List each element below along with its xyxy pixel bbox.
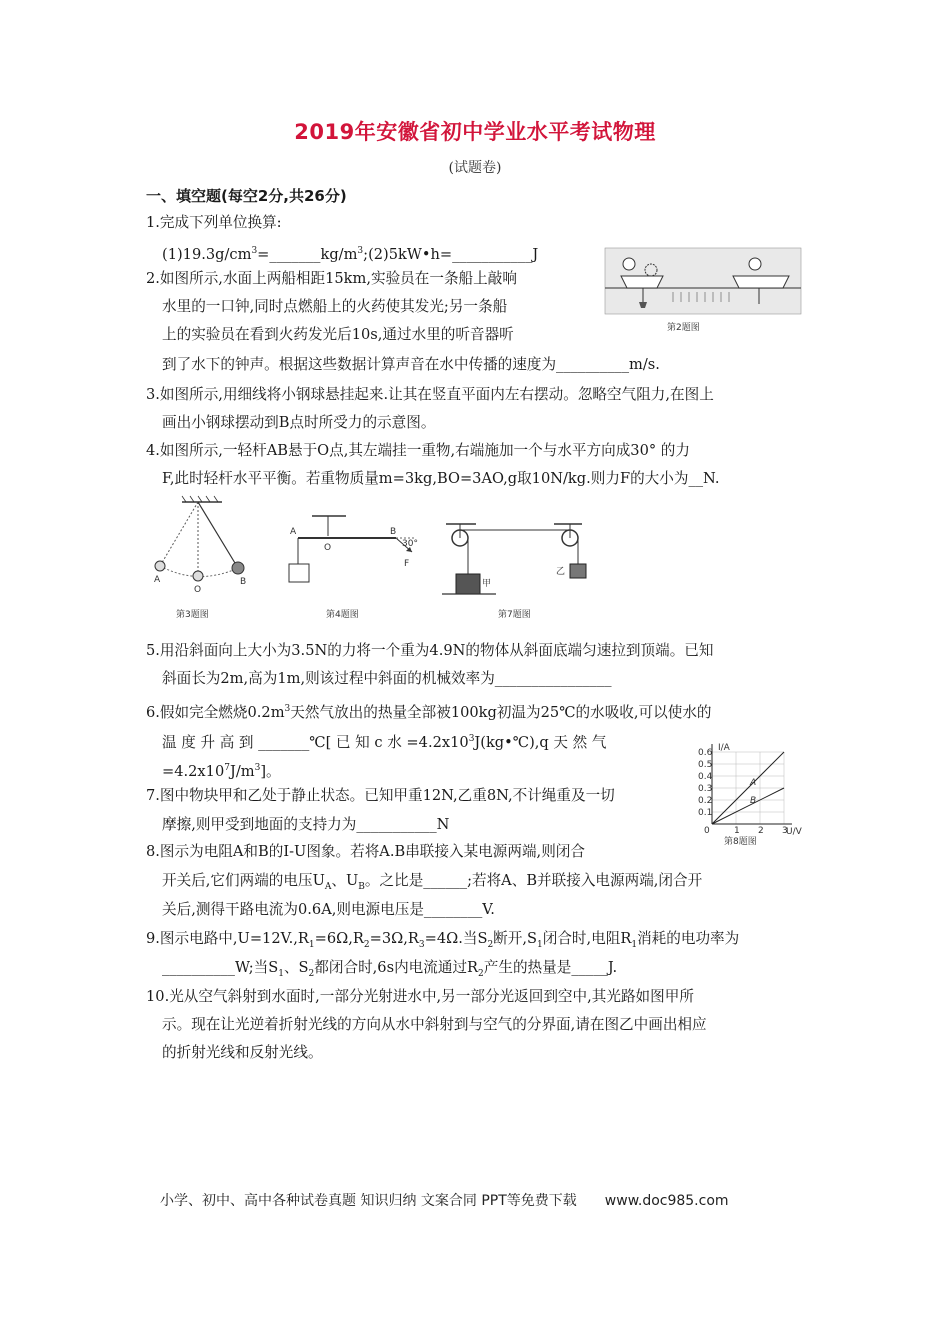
- q3-figure: [154, 496, 246, 620]
- q9-line-2: __________W;当$S_1$、$S_2$都闭合时,6s内电流通过$R_2$产生的热量是_____J.: [162, 959, 618, 979]
- label-yi: 乙: [556, 567, 566, 577]
- y-tick-label: 0.2: [698, 796, 713, 806]
- figure-row: [146, 494, 606, 624]
- q4-line-2: F,此时轻杆水平平衡。若重物质量m=3kg,BO=3AO,g取10N/kg.则力F的大小为__N.: [162, 470, 720, 487]
- label-a: A: [154, 575, 161, 585]
- weight-box: [289, 564, 309, 582]
- q1-stem: 1.完成下列单位换算:: [146, 214, 282, 231]
- chart-ylabel: I/A: [718, 743, 730, 753]
- q3-fig-caption: 第3题图: [176, 610, 209, 620]
- q7-line-2: 摩擦,则甲受到地面的支持力为___________N: [162, 816, 450, 833]
- q6-line-3: $=4.2x10^7J/m^3$]。: [162, 762, 281, 780]
- q7-fig-caption: 第7题图: [498, 610, 531, 620]
- q2-line-3: 上的实验员在看到火药发光后10s,通过水里的听音器听: [162, 326, 514, 343]
- q3-line-1: 3.如图所示,用细线将小钢球悬挂起来.让其在竖直平面内左右摆动。忽略空气阻力,在图上: [146, 386, 714, 403]
- boat-right: [733, 276, 789, 288]
- q1-answer-line: $(1)19.3g/cm^3=\_\_\_\_\_\_\_kg/m^3;(2)5kW•h=\_\_\_\_\_\_\_\_\_\_\_J$: [162, 245, 539, 263]
- q10-line-2: 示。现在让光逆着折射光线的方向从水中斜射到与空气的分界面,请在图乙中画出相应: [162, 1016, 707, 1033]
- q4-line-1: 4.如图所示,一轻杆AB悬于O点,其左端挂一重物,右端施加一个与水平方向成30° 的力: [146, 442, 690, 459]
- y-tick-label: 0.5: [698, 760, 713, 770]
- q2-fig-caption: 第2题图: [667, 323, 700, 333]
- q6-line-1: 6.假如完全燃烧$0.2m^3$天然气放出的热量全部被100kg初温为25℃的水吸收,可以使水的: [146, 703, 712, 721]
- q2-line-1: 2.如图所示,水面上两船相距15km,实验员在一条船上敲响: [146, 270, 517, 287]
- q3-line-2: 画出小钢球摆动到B点时所受力的示意图。: [162, 414, 436, 431]
- label-o: O: [324, 543, 332, 553]
- label-jia: 甲: [482, 579, 492, 589]
- q5-line-1: 5.用沿斜面向上大小为3.5N的力将一个重为4.9N的物体从斜面底端匀速拉到顶端。已知: [146, 642, 714, 659]
- series-label-A: A: [750, 778, 757, 788]
- q8-line-3: 关后,测得干路电流为0.6A,则电源电压是________V.: [162, 901, 495, 918]
- q8-line-1: 8.图示为电阻A和B的I-U图象。若将A.B串联接入某电源两端,则闭合: [146, 843, 585, 860]
- section-heading: 一、填空题(每空2分,共26分): [146, 187, 347, 205]
- block-jia: [456, 574, 480, 594]
- q4-figure: [289, 516, 418, 620]
- chart-xlabel: U/V: [786, 827, 802, 837]
- person-left-head: [623, 258, 635, 270]
- q1-part3: ;(2)5kW•h=___________J: [363, 245, 539, 263]
- page-subtitle: (试题卷): [448, 160, 502, 176]
- person-right-head: [749, 258, 761, 270]
- q10-line-3: 的折射光线和反射光线。: [162, 1044, 323, 1061]
- label-angle: 30°: [402, 539, 418, 549]
- q4-fig-caption: 第4题图: [326, 610, 359, 620]
- q2-line-4: 到了水下的钟声。根据这些数据计算声音在水中传播的速度为__________m/s.: [162, 356, 660, 373]
- label-o: O: [194, 585, 202, 595]
- x-tick-label: 1: [734, 826, 740, 836]
- q8-fig-caption: 第8题图: [724, 837, 757, 847]
- footer-url[interactable]: www.doc985.com: [604, 1193, 729, 1209]
- footer-text: 小学、初中、高中各种试卷真题 知识归纳 文案合同 PPT等免费下载: [160, 1193, 577, 1209]
- ball-a: [155, 561, 165, 571]
- y-tick-label: 0.4: [698, 772, 713, 782]
- q2-figure: [603, 246, 803, 336]
- q2-line-2: 水里的一口钟,同时点燃船上的火药使其发光;另一条船: [162, 298, 508, 315]
- origin-label: 0: [704, 826, 710, 836]
- series-label-B: B: [750, 796, 757, 806]
- x-tick-label: 2: [758, 826, 764, 836]
- label-b: B: [390, 527, 397, 537]
- ball-b: [232, 562, 244, 574]
- y-tick-label: 0.1: [698, 808, 713, 818]
- q8-line-2: 开关后,它们两端的电压$U_A$、$U_B$。之比是______;若将A、B并联接入电源两端,闭合开: [162, 872, 703, 892]
- y-tick-label: 0.6: [698, 748, 713, 758]
- label-a: A: [290, 527, 297, 537]
- q10-line-1: 10.光从空气斜射到水面时,一部分光射进水中,另一部分光返回到空中,其光路如图甲所: [146, 988, 694, 1005]
- page-title: 2019年安徽省初中学业水平考试物理: [294, 120, 656, 144]
- series-line-B: [712, 788, 784, 824]
- block-yi: [570, 564, 586, 578]
- label-b: B: [240, 577, 247, 587]
- q7-line-1: 7.图中物块甲和乙处于静止状态。已知甲重12N,乙重8N,不计绳重及一切: [146, 787, 615, 804]
- q1-part1: (1)19.3g/cm: [162, 245, 252, 263]
- q7-figure: [442, 524, 586, 620]
- ball-o: [193, 571, 203, 581]
- string-a: [160, 502, 198, 566]
- q9-line-1: 9.图示电路中$,U=12V.,R_1=6\Omega,R_2=3\Omega,R_3=4\Omega$.当$S_2$断开$,S_1$闭合时,电阻$R_1$消耗的电功率为: [146, 930, 740, 950]
- q6-line-2: 温 度 升 高 到 _______℃[ 已 知 c 水 $=4.2x10^3J(kg•℃),q$ 天 然 气: [162, 733, 607, 751]
- string-b: [198, 502, 238, 568]
- label-f: F: [404, 559, 410, 569]
- q8-iu-chart: [690, 736, 808, 848]
- q5-line-2: 斜面长为2m,高为1m,则该过程中斜面的机械效率为________________: [162, 670, 612, 687]
- y-tick-label: 0.3: [698, 784, 713, 794]
- boat-left: [621, 276, 663, 288]
- x-tick-label: 3: [782, 826, 788, 836]
- footer: [160, 1190, 729, 1210]
- q1-part2: =_______kg/m: [257, 245, 358, 263]
